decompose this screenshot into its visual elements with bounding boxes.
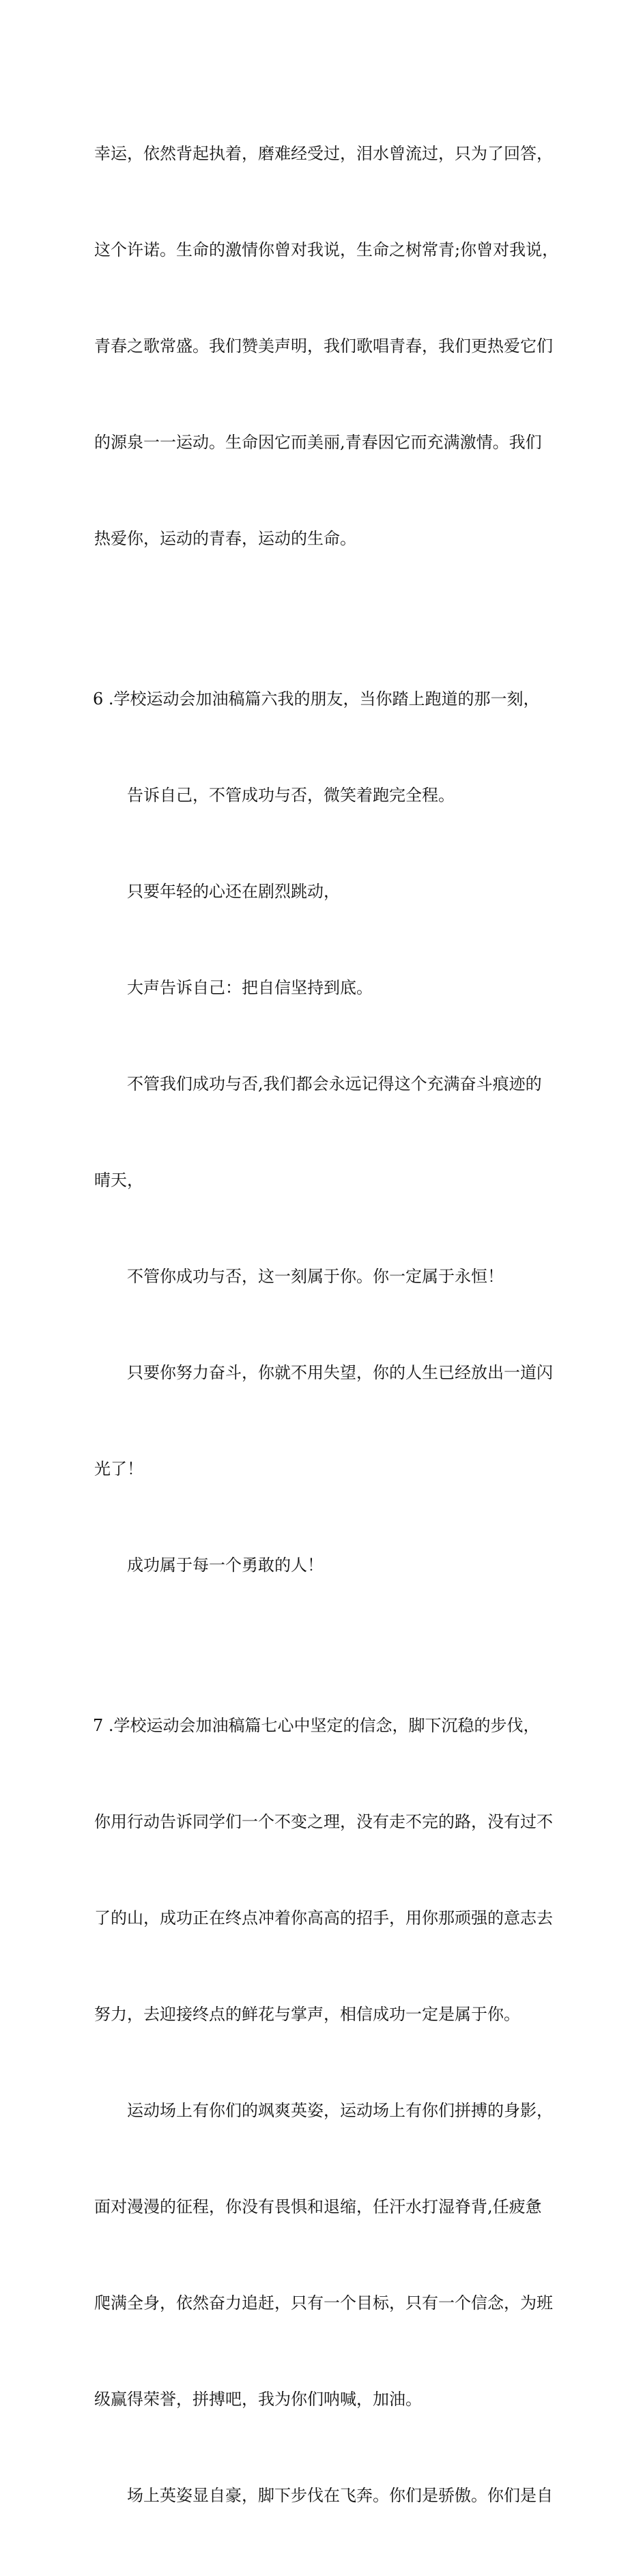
text-line: 晴天， bbox=[94, 1171, 143, 1190]
text-line: 面对漫漫的征程，你没有畏惧和退缩，任汗水打湿脊背,任疲惫 bbox=[94, 2197, 542, 2216]
section-6 bbox=[93, 619, 553, 1646]
text-line: 场上英姿显自豪，脚下步伐在飞奔。你们是骄傲。你们是自 bbox=[127, 2486, 553, 2505]
text-line: 青春之歌常盛。我们赞美声明，我们歌唱青春，我们更热爱它们 bbox=[94, 337, 553, 356]
paragraph-block1 bbox=[94, 74, 559, 619]
text-line: 这个许诺。生命的激情你曾对我说，生命之树常青;你曾对我说， bbox=[94, 240, 559, 259]
text-line: 爬满全身，依然奋力追赶，只有一个目标，只有一个信念，为班 bbox=[94, 2293, 553, 2313]
text-line: 不管你成功与否，这一刻属于你。你一定属于永恒！ bbox=[127, 1267, 504, 1286]
section-7 bbox=[93, 1646, 553, 2576]
text-line: 你用行动告诉同学们一个不变之理，没有走不完的路，没有过不 bbox=[94, 1812, 553, 1831]
text-line: 不管我们成功与否,我们都会永远记得这个充满奋斗痕迹的 bbox=[127, 1074, 542, 1093]
text-line: 运动场上有你们的飒爽英姿，运动场上有你们拼搏的身影， bbox=[127, 2101, 553, 2120]
text-line: 努力，去迎接终点的鲜花与掌声，相信成功一定是属于你。 bbox=[94, 2005, 520, 2024]
text-line: 大声告诉自己：把自信坚持到底。 bbox=[127, 978, 373, 997]
text-line: 级赢得荣誉，拼搏吧，我为你们呐喊，加油。 bbox=[94, 2390, 422, 2409]
text-line: 幸运，依然背起执着，磨难经受过，泪水曾流过，只为了回答， bbox=[94, 144, 553, 163]
text-line: 了的山，成功正在终点冲着你高高的招手，用你那顽强的意志去 bbox=[94, 1908, 553, 1928]
section-7-heading: 7 .学校运动会加油稿篇七心中坚定的信念，脚下沉稳的步伐， bbox=[93, 1716, 540, 1735]
text-line: 热爱你，运动的青春，运动的生命。 bbox=[94, 529, 356, 548]
text-line: 只要你努力奋斗，你就不用失望，你的人生已经放出一道闪 bbox=[127, 1363, 553, 1382]
text-line: 告诉自己，不管成功与否，微笑着跑完全程。 bbox=[127, 786, 455, 805]
text-line: 只要年轻的心还在剧烈跳动， bbox=[127, 882, 340, 901]
text-line: 光了！ bbox=[94, 1459, 143, 1478]
text-line: 成功属于每一个勇敢的人！ bbox=[127, 1556, 324, 1575]
document-page bbox=[93, 74, 559, 2576]
text-line: 的源泉一一运动。生命因它而美丽,青春因它而充满激情。我们 bbox=[94, 433, 542, 452]
section-6-heading: 6 .学校运动会加油稿篇六我的朋友，当你踏上跑道的那一刻， bbox=[93, 689, 540, 709]
